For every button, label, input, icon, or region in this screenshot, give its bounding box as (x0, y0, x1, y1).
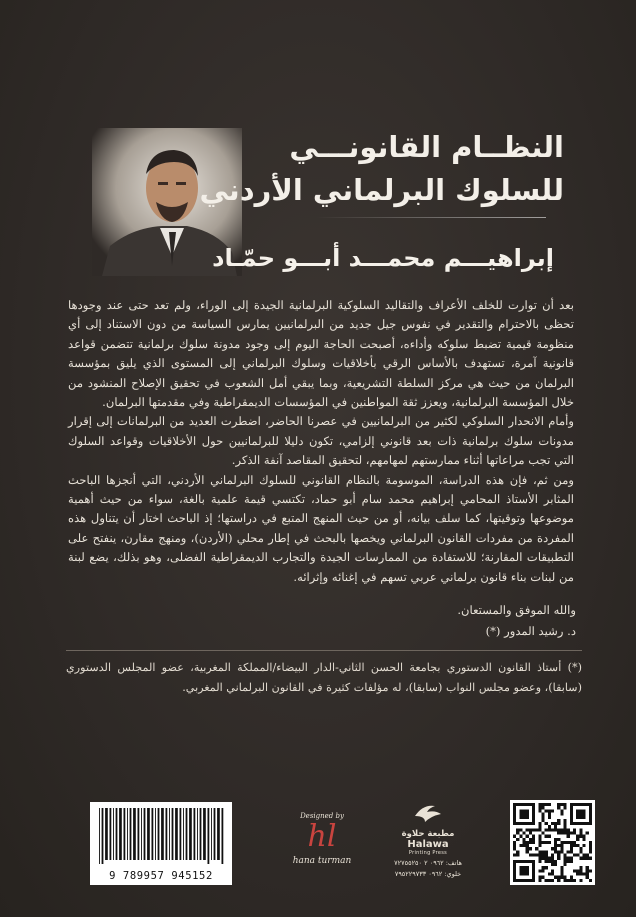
publisher-name-en: Halawa (407, 839, 449, 850)
book-title-line-2: للسلوك البرلماني الأردني (199, 173, 564, 207)
footnote: (*) أستاذ القانون الدستوري بجامعة الحسن الثاني-الدار البيضاء/المملكة المغربية، عضو المجلس الدستوري (سابقا)، وعضو مجلس النواب (سابقا)، له مؤلفات كثيرة في القانون البرلماني المغربي. (66, 661, 582, 694)
signature: د. رشيد المدور (*) (485, 624, 576, 638)
closing-line: والله الموفق والمستعان. (457, 603, 576, 617)
publisher-tagline: Printing Press (408, 850, 448, 856)
designer-logo (282, 812, 362, 882)
title-divider (316, 217, 546, 218)
designer-monogram: hl (307, 819, 337, 854)
isbn-digits: 9 789957 945152 (109, 870, 213, 882)
blurb-paragraph: ومن ثم، فإن هذه الدراسة، الموسومة بالنظام القانوني للسلوك البرلماني الأردني، التي أنجزها الباحث المثابر الأستاذ المحامي إبراهيم محمد سام أبو حماد، تكتسي قيمة علمية بالغة، سواء من حيث أهمية موضوعها وتوقيتها، كما سلف بيانه، أو من حيث المنهج المتبع في دراستها؛ إذ الباحث اختار أن يتناول هذه المفردة من مفردات القانون البرلماني ويخصها بالبحث في إطار محلي (الأردن)، ومنهج مقارن، ينفتح على التطبيقات المقارنة؛ للاستفادة من الممارسات الجيدة والتجارب الديمقراطية الفضلى، وهو بذلك، يضع لبنة من لبنات بناء قانون برلماني عربي تسهم في إغنائه وإثرائه. (68, 472, 574, 584)
designer-name: hana turman (292, 856, 352, 866)
publisher-phone: هاتف: ٠٩٦٢ ٢ ٧٢٧٥٥٢٥٠ (394, 859, 462, 867)
designed-by-label: Designed by (300, 812, 344, 820)
qr-code (510, 800, 595, 885)
author-name: إبراهيـــم محمـــد أبـــو حمّـاد (212, 244, 554, 272)
blurb-paragraph: بعد أن توارت للخلف الأعراف والتقاليد السلوكية البرلمانية الجيدة إلى الوراء، ولم تعد حتى عند وجودها تحظى بالاحترام والتقدير في نفوس جيل جديد من البرلمانيين يمارس السياسة من دون الاستناد إلى أي منظومة قيمية تضبط سلوكه وأداءه، أصبحت الحاجة اليوم إلى وجود مدونة سلوك برلمانية تتضمن قواعد قانونية آمرة، تستهدف بالأساس الرقي بأخلاقيات وسلوك البرلماني إلى المستوى الذي يليق بمؤسسة البرلمان من حيث هي مركز السلطة التشريعية، وبما يبقي أمل الشعوب في تحقيق الإصلاح المنشود من خلال المؤسسة البرلمانية، ويعزز ثقة المواطنين في المؤسسات الديمقراطية وفي مقدمتها البرلمان. (68, 298, 574, 410)
footnote-divider (66, 650, 582, 651)
book-title-line-1: النظــام القانونـــي (289, 130, 564, 164)
publisher-name-ar: مطبعة حلاوة (401, 829, 455, 839)
bird-icon (413, 802, 443, 824)
barcode-bars (98, 808, 224, 864)
blurb-paragraph: وأمام الانحدار السلوكي لكثير من البرلمانيين في عصرنا الحاضر، اضطرت العديد من البرلمانات إلى إقرار مدونات سلوك برلمانية ذات بعد قانوني إلزامي، تكون دليلا للبرلمانيين حول الأخلاقيات وقواعد السلوك التي تجب مراعاتها أثناء ممارستهم لمهامهم، لتحقيق المقاصد آنفة الذكر. (68, 414, 574, 468)
blurb-text (68, 296, 574, 587)
isbn-barcode (90, 802, 232, 885)
publisher-logo (383, 802, 473, 886)
qr-code-modules (513, 803, 592, 882)
publisher-mobile: خلوي: ٠٩٦٢ ٧٩٥٢٢٩٧٣٣ (394, 870, 462, 878)
